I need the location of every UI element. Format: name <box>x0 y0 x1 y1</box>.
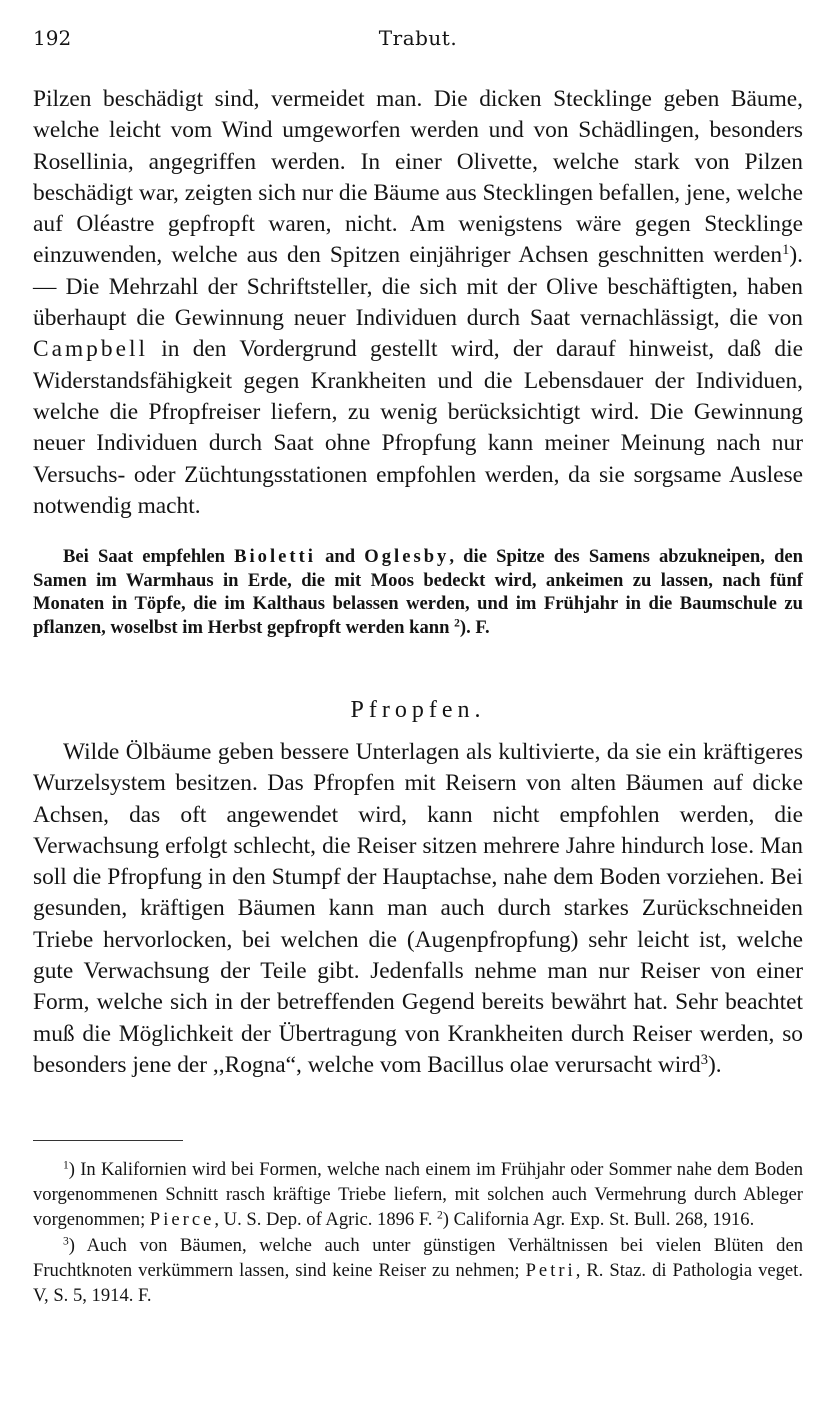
author-name: Pierce <box>149 1209 215 1231</box>
main-paragraph <box>33 84 803 522</box>
note-text: , die Spitze des Samens abzukneipen, den Samen im Warmhaus in Erde, die mit Moos bedeckt wird, ankeimen zu lassen, nach fünf Monaten in Töpfe, die im Kalthaus belassen werden, und im Frühjahr in die Baumschule zu pflanzen, woselbst im Herbst gepfropft werden kann <box>33 546 804 638</box>
author-name: Bioletti <box>234 546 316 567</box>
section-heading: Pfropfen. <box>350 697 486 723</box>
footnote-1 <box>33 1157 803 1233</box>
footnote-marker: 2 <box>437 1210 443 1223</box>
footnote-text: , U. S. Dep. of Agric. 1896 F. <box>214 1209 438 1231</box>
author-name: Petri <box>525 1259 576 1281</box>
note-text: and <box>315 546 365 567</box>
footnote-text: ) Auch von Bäumen, welche auch unter günstigen Verhältnissen bei vielen Blüten den Fruchtknoten verkümmern lassen, sind keine Reiser zu nehmen; <box>33 1234 803 1281</box>
footnote-marker: 3 <box>63 1235 69 1248</box>
page-number: 192 <box>33 26 72 50</box>
paragraph-text: in den Vordergrund gestellt wird, der darauf hinweist, daß die Widerstandsfähigkeit gegen Krankheiten und die Lebensdauer der Individuen, welche die Pfropfreiser liefern, zu wenig berücksichtigt wird. Die Gewinnung neuer Individuen durch Saat ohne Pfropfung kann meiner Meinung nach nur Versuchs- oder Züchtungsstationen empfohlen werden, da sie sorgsame Auslese notwendig macht. <box>33 336 803 519</box>
page-header <box>33 26 803 56</box>
paragraph-text: ). <box>707 1051 722 1078</box>
footnote-ref: 2 <box>454 617 460 630</box>
footnote-ref: 1 <box>782 242 790 259</box>
paragraph-text: ). — Die Mehrzahl der Schriftsteller, die sich mit der Olive beschäftigten, haben überhaupt die Gewinnung neuer Individuen durch Saat vernachlässigt, die von <box>33 242 803 332</box>
footnote-text: , R. Staz. di Pathologia veget. V, S. 5, 1914. F. <box>33 1259 803 1307</box>
paragraph-text: Wilde Ölbäume geben bessere Unterlagen als kultivierte, da sie ein kräftigeres Wurzelsystem besitzen. Das Pfropfen mit Reisern von alten Bäumen auf dicke Achsen, das oft angewendet wird, kann nicht empfohlen werden, die Verwachsung erfolgt schlecht, die Reiser sitzen mehrere Jahre hindurch lose. Man soll die Pfropfung in den Stumpf der Hauptachse, nahe dem Boden vorziehen. Bei gesunden, kräftigen Bäumen kann man auch durch starkes Zurückschneiden Triebe hervorlocken, bei welchen die (Augenpfropfung) sehr leicht ist, welche gute Verwachsung der Teile gibt. Jedenfalls nehme man nur Reiser von einer Form, welche sich in der betreffenden Gegend bereits bewährt hat. Sehr beachtet muß die Möglichkeit der Übertragung von Krankheiten durch Reiser werden, so besonders jene der ,,Rogna“, welche vom Bacillus olae verursacht wird <box>33 739 803 1078</box>
author-name: Oglesby <box>364 546 450 567</box>
running-title: Trabut. <box>378 26 458 50</box>
paragraph-text: Pilzen beschädigt sind, vermeidet man. Die dicken Stecklinge geben Bäume, welche leicht vom Wind umgeworfen werden und von Schädlingen, besonders Rosellinia, angegriffen werden. In einer Olivette, welche stark von Pilzen beschädigt war, zeigten sich nur die Bäume aus Stecklingen befallen, jene, welche auf Oléastre gepfropft waren, nicht. Am wenigstens wäre gegen Stecklinge einzuwenden, welche aus den Spitzen einjähriger Achsen geschnitten werden <box>33 86 803 269</box>
small-print-note <box>33 545 803 639</box>
author-name: Campbell <box>33 336 148 363</box>
footnote-text: ) California Agr. Exp. St. Bull. 268, 1916. <box>442 1209 755 1231</box>
section-paragraph <box>33 737 803 1081</box>
footnote-3 <box>33 1233 803 1309</box>
footnote-text: ) In Kalifornien wird bei Formen, welche nach einem im Frühjahr oder Sommer nahe dem Boden vorgenommenen Schnitt rasch kräftige Triebe liefern, mit solchen auch Vermehrung durch Ableger vorgenommen; <box>33 1159 803 1231</box>
note-text: Bei Saat empfehlen <box>63 546 235 567</box>
footnotes <box>33 1157 803 1308</box>
footnote-marker: 1 <box>63 1159 69 1172</box>
footnote-ref: 3 <box>700 1052 708 1068</box>
footnote-divider <box>33 1140 183 1141</box>
note-text: ). F. <box>459 616 490 638</box>
